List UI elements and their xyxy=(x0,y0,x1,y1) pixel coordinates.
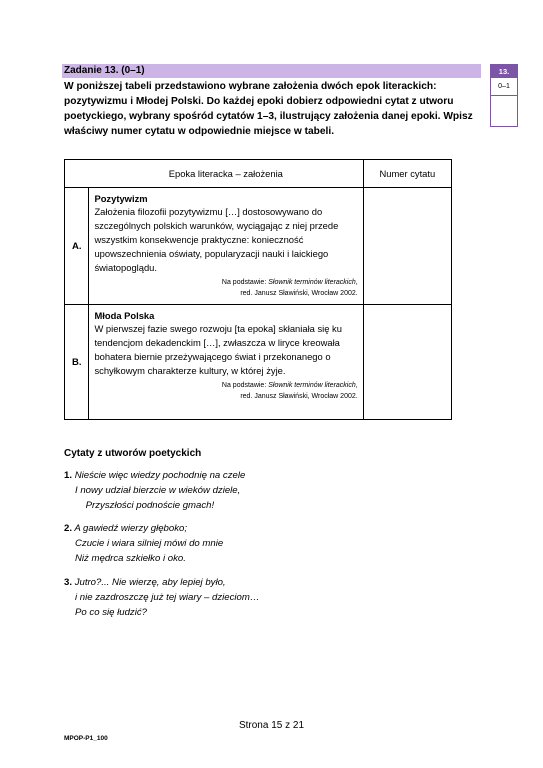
task-title: Zadanie 13. (0–1) xyxy=(64,65,145,76)
task-header-bar xyxy=(62,64,481,78)
epoch-name: Młoda Polska xyxy=(94,310,155,321)
page-number: Strona 15 z 21 xyxy=(238,720,305,731)
table-header-spacer xyxy=(65,160,89,188)
quote-2 xyxy=(64,521,223,566)
source-prefix: Na podstawie: xyxy=(221,382,269,389)
epoch-description xyxy=(89,305,363,420)
quote-line: Przyszłości podnoście gmach! xyxy=(75,500,215,511)
quote-line: Nieście więc wiedzy pochodnię na czele xyxy=(74,470,246,481)
score-field[interactable] xyxy=(491,96,517,125)
epoch-name: Pozytywizm xyxy=(94,193,148,204)
epoch-text: W pierwszej fazie swego rozwoju [ta epoka] skłaniała się ku tendencjom dekadenckim […], zwłaszcza w liryce kreowała bohatera biernie przeżywającego świat i przekonanego o schyłkowym charakterze kultury, w której żyje. xyxy=(94,323,342,376)
answer-cell-b[interactable] xyxy=(363,305,451,420)
table-header-row xyxy=(65,160,452,188)
quote-line: A gawiedź wierzy głęboko; xyxy=(74,523,188,534)
source-title: Słownik terminów literackich xyxy=(268,279,356,286)
row-label: B. xyxy=(65,305,89,420)
answer-cell-a[interactable] xyxy=(363,188,451,305)
quote-3 xyxy=(64,575,259,620)
source-line2: red. Janusz Sławiński, Wrocław 2002. xyxy=(240,393,358,400)
source-note xyxy=(94,380,357,402)
exam-code: MPOP-P1_100 xyxy=(64,735,108,742)
score-task-number: 13. xyxy=(491,65,517,78)
row-label: A. xyxy=(65,188,89,305)
source-title: Słownik terminów literackich xyxy=(268,382,356,389)
quote-number: 2. xyxy=(64,523,73,534)
source-prefix: Na podstawie: xyxy=(221,279,269,286)
source-note xyxy=(94,277,357,299)
quote-line: I nowy udział bierzcie w wieków dziele, xyxy=(75,485,241,496)
epoch-description xyxy=(89,188,363,305)
table-row xyxy=(65,188,452,305)
source-suffix: , xyxy=(355,382,358,389)
quote-line: Po co się łudzić? xyxy=(75,607,147,618)
column-header-epoch: Epoka literacka – założenia xyxy=(89,160,363,188)
task-instructions: W poniższej tabeli przedstawiono wybrane założenia dwóch epok literackich: pozytywizmu i Młodej Polski. Do każdej epoki dobierz odpowiedni cytat z utworu poetyckiego, wybrany spośród cytatów 1–3, ilustrujący założenia danej epoki. Wpisz właściwy numer cytatu w odpowiednie miejsce w tabeli. xyxy=(64,81,473,137)
epoch-text: Założenia filozofii pozytywizmu […] dostosowywano do szczególnych polskich warunków, wyciągając z niej przede wszystkim konsekwencje praktyczne: konieczność upowszechnienia oświaty, popularyzacji nauki i laickiego światopoglądu. xyxy=(94,206,339,273)
table-row xyxy=(65,305,452,420)
score-points: 0–1 xyxy=(491,78,517,96)
quote-number: 1. xyxy=(64,470,73,481)
score-box xyxy=(490,64,518,127)
epoch-table xyxy=(64,159,452,420)
quote-line: Czucie i wiara silniej mówi do mnie xyxy=(75,538,224,549)
column-header-number: Numer cytatu xyxy=(363,160,451,188)
quote-line: Jutro?... Nie wierzę, aby lepiej było, xyxy=(74,577,226,588)
quote-number: 3. xyxy=(64,577,73,588)
quote-line: Niż mędrca szkiełko i oko. xyxy=(75,553,186,564)
quotes-heading: Cytaty z utworów poetyckich xyxy=(64,448,202,459)
quote-line: i nie zazdroszczę już tej wiary – dzieciom… xyxy=(75,592,260,603)
source-line2: red. Janusz Sławiński, Wrocław 2002. xyxy=(240,290,358,297)
source-suffix: , xyxy=(355,279,358,286)
quote-1 xyxy=(64,468,245,513)
